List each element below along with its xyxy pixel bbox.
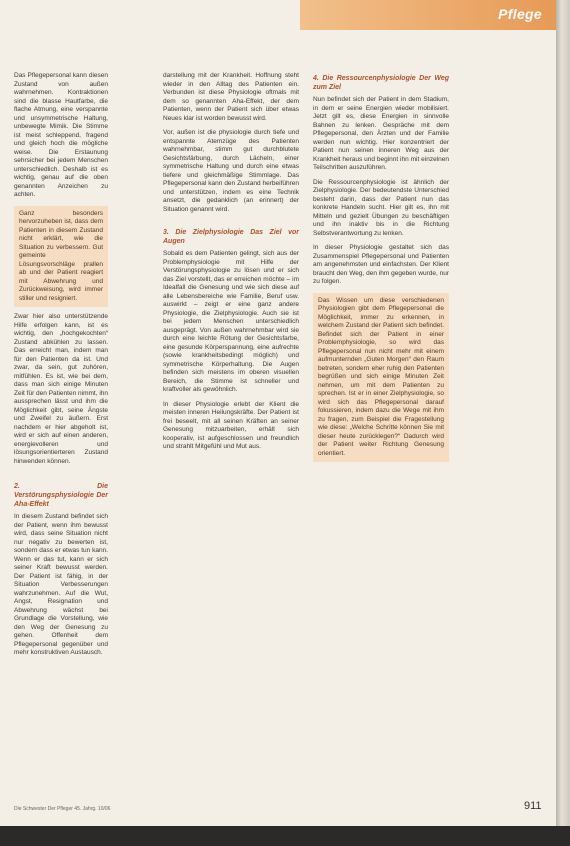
col3-paragraph-3: In dieser Physiologie gestaltet sich das Zusammenspiel Pflegepersonal und Patienten am angenehmsten und einfachsten. Der Klient braucht den Weg, den ihm gegeben wurde, nur zu folgen.	[313, 244, 449, 285]
col1-highlight-box: Ganz besonders hervorzuheben ist, dass dem Patienten in diesem Zustand nicht erklärt, wie die Situation zu verbessern. Gut gemeinte Lösungsvorschläge prallen ab und der Patient reagiert mit Abwehrung und Zurückweisung, wird immer stiller und resigniert.	[14, 206, 108, 308]
col3-paragraph-1: Nun befindet sich der Patient in dem Stadium, in dem er seine Energien wieder mobilisiert. Jetzt gilt es, diese Energien in sinnvolle Bahnen zu lenken. Gespräche mit dem Pflegepersonal, den Ärzten und der Familie werden nun wichtig. Hier konzentriert der Patient nun seinen inneren Weg aus der Krankheit heraus und beginnt ihn mit einzelnen Teilschritten auszuführen.	[313, 96, 449, 171]
footer-publication: Die Schwester Der Pfleger 45. Jahrg. 10/06	[14, 806, 111, 812]
col3-highlight-box: Das Wissen um diese verschiedenen Physiologien gibt dem Pflegepersonal die Möglichkeit, immer zu erkennen, in welchem Zustand der Patient sich befindet. Befindet sich der Patient in einer Problemphysiologie, so wird das Pflegepersonal nun nicht mehr mit einem aufmunternden „Guten Morgen“ den Raum betreten, sondern eher ruhig den Patienten begrüßen und sich einige Minuten Zeit nehmen, um mit dem Patienten zu sprechen. Ist er in einer Zielphysiologie, so wird sich das Pflegepersonal darauf fokussieren, indem dazu die Wege mit ihm zu fragen, zum Beispiel die Fragestellung wie diese: „Welche Schritte können Sie mit dieser heute zurücklegen?“ Dadurch wird der Patient weiter Richtung Genesung orientiert.	[313, 293, 449, 463]
heading-verstoerungsphysiologie: 2. Die Verstörungsphysiologie Der Aha-Effekt	[14, 483, 108, 508]
col2-paragraph-2: Vor, außen ist die physiologie durch tiefe und entspannte Atemzüge des Patienten wahrnehmbar, stimm gut durchblutete Gesichtsfärbung, durch Lächeln, einer symmetrische Haltung und durch eine etwas tiefere und gleichmäßige Stimmlage. Das Pflegepersonal kann den Zustand herbeiführen und unterstützen, indem es eine Technik ansetzt, die gedanklich (an erinnert) der Situation genannt wird.	[163, 129, 299, 213]
binding-edge	[556, 0, 570, 846]
page-number: 911	[524, 800, 542, 812]
col3-paragraph-2: Die Ressourcenphysiologie ist ähnlich der Zielphysiologie. Der bedeutendste Unterschied besteht darin, dass der Patient nun das konkrete Handeln sucht. Hier gilt es, ihn mit Mitteln und gezielt Übungen zu beschäftigen und ihn inaktiv bis in die Richtung Selbstverantwortung zu lenken.	[313, 178, 449, 237]
col2-paragraph-3: Sobald es dem Patienten gelingt, sich aus der Problemphysiologie mit Hilfe der Verstörungsphysiologie zu lösen und er sich das Ziel vorstellt, das er erreichen möchte – im Idealfall die Genesung und wie sich diese auf alle Lebensbereiche wie Familie, Beruf usw. auswirkt – zeigt er eine ganz andere Physiologie, die Zielphysiologie. Auch sie ist bei jedem Menschen unterschiedlich ausgeprägt. Von außen wahrnehmbar wird sie durch eine leichte Rötung der Gesichtsfarbe, eine gesunde Körperspannung, eine aufrechte (sowie krankheitsbedingt möglich) und symmetrische Körperhaltung. Die Augen befinden sich meistens im oberen visuellen Bereich, die Stimme ist schneller und kraftvoller als gewöhnlich.	[163, 250, 299, 393]
col1-paragraph-2: Zwar hier also unterstützende Hilfe erfolgen kann, ist es wichtig, den „hochgekochten“ Zustand abkühlen zu lassen. Das erreicht man, indem man für den Patienten da ist. Und zwar, da sein, gut zuhören, mitfühlen. Es ist, wie bei dem, dass man sich einige Minuten Zeit für den Patienten nimmt, ihn aussprechen lässt und ihm die Möglichkeit gibt, seine Ängste und Zweifel zu äußern. Erst nachdem er hier abgeholt ist, wird er sich auf einen anderen, energievolleren und lösungsorientierteren Zustand hinwenden können.	[14, 313, 108, 465]
col2-paragraph-4: In dieser Physiologie erlebt der Klient die meisten inneren Heilungskräfte. Der Patient ist frei beseelt, mit all seinen Kräften an seiner Genesung mitzuarbeiten, erhält sich kooperativ, ist aufgeschlossen und freundlich und strahlt Mitgefühl und Mut aus.	[163, 400, 299, 450]
column-3	[313, 74, 449, 462]
heading-ressourcenphysiologie: 4. Die Ressourcenphysiologie Der Weg zum Ziel	[313, 75, 449, 91]
scan-bottom-band	[0, 826, 570, 846]
heading-zielphysiologie: 3. Die Zielphysiologie Das Ziel vor Augen	[163, 229, 299, 245]
section-header-bar	[300, 0, 556, 30]
column-1	[14, 72, 108, 664]
column-2	[163, 72, 299, 458]
section-title: Pflege	[498, 6, 542, 22]
col1-paragraph-1: Das Pflegepersonal kann diesen Zustand von außen wahrnehmen. Kontraktionen sind die blasse Hautfarbe, die flache Atmung, eine verspannte und unsymmetrische Haltung, unbewegte Mimik. Die Stimme ist meist schleppend, fragend und gleich hoch die mögliche weise. Die Erstaunung sehrsicher bei jedem Menschen unterschiedlich. Deshalb ist es wichtig, genau auf die oben genannten Anzeichen zu achten.	[14, 72, 108, 198]
col1-paragraph-3: In diesem Zustand befindet sich der Patient, wenn ihm bewusst wird, dass seine Situation nicht nur negativ zu bewerten ist, sondern dass er etwas tun kann. Wenn er das tut, kann er sich seiner Kraft bewusst werden. Der Patient ist fähig, in der Situation Verbesserungen wahrzunehmen. Auf die Wut, Angst, Resignation und Abwehrung wächst bei Grundlage die Vorstellung, wie den Weg der Genesung zu gehen. Offenheit dem Pflegepersonal gegenüber und mehr konstruktiven Austausch.	[14, 513, 108, 656]
col2-paragraph-1: darstellung mit der Krankheit. Hoffnung steht wieder in den Alltag des Patienten ein. Verbunden ist diese Physiologie oftmals mit dem so genannten Aha-Effekt, der dem Patienten, wenn der Patient sich über etwas Neues klar ist worden bewusst wird.	[163, 72, 299, 122]
